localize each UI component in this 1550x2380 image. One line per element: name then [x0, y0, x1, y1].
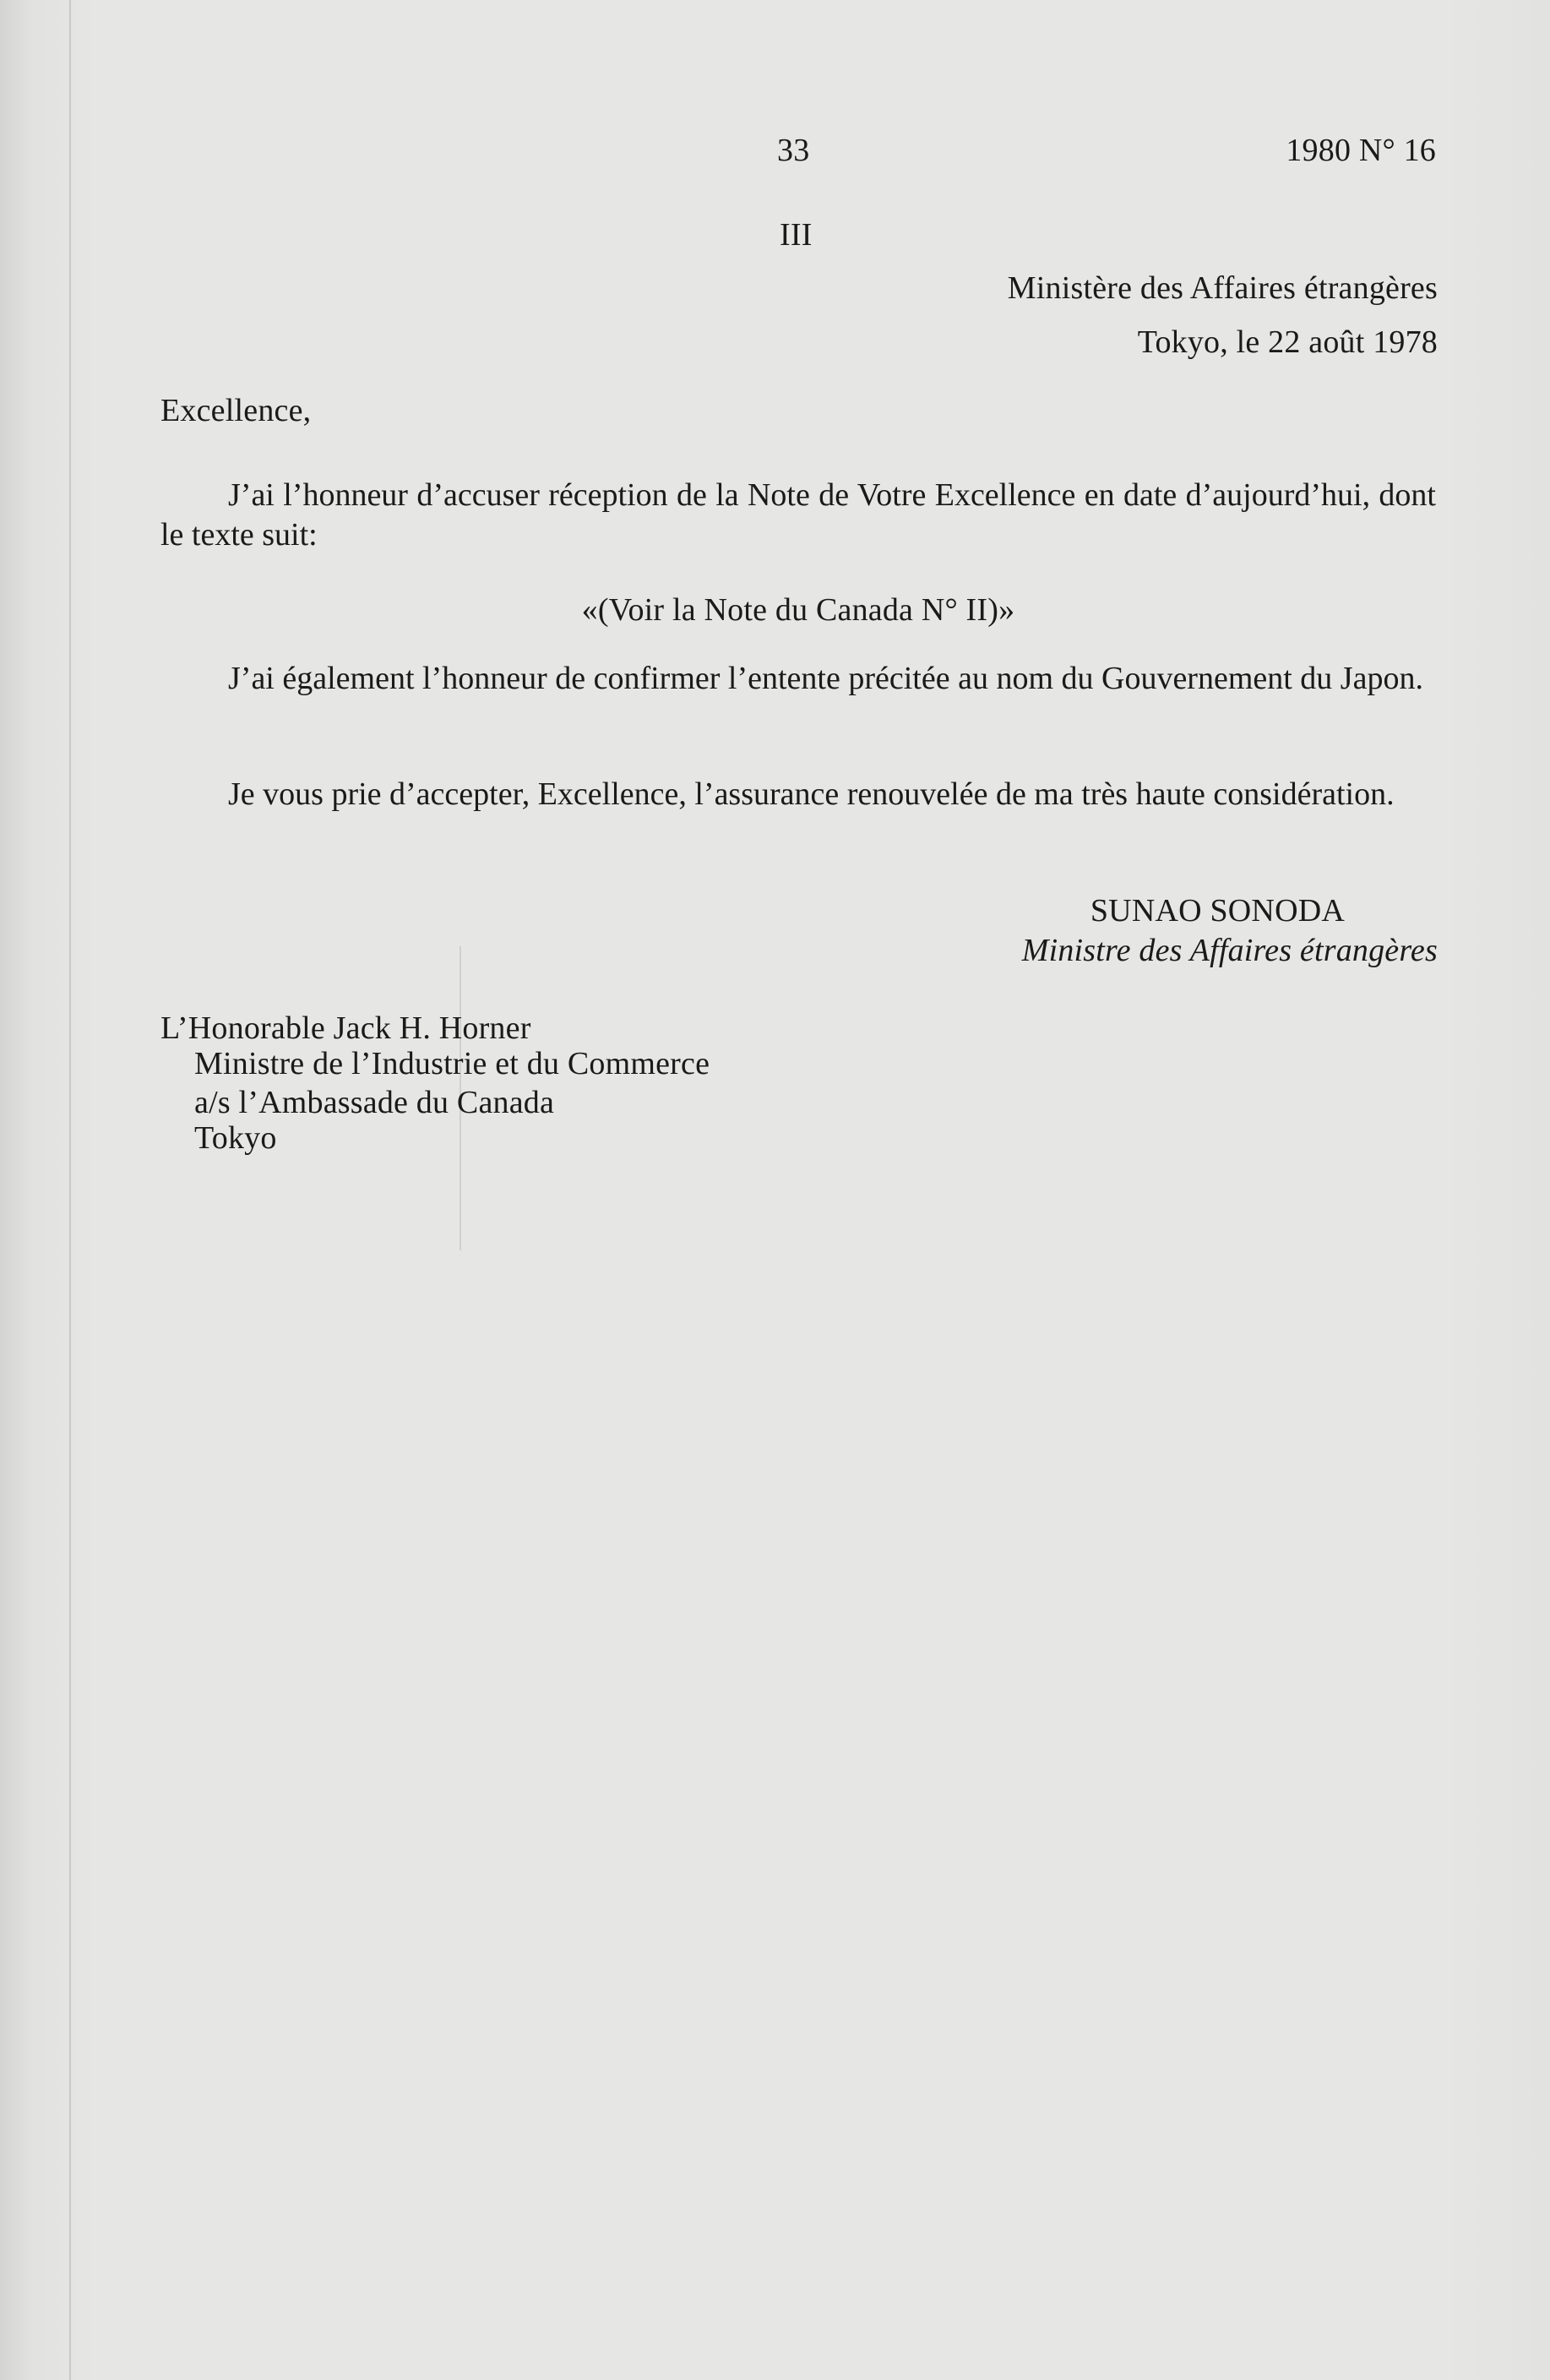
section-heading: III	[780, 217, 813, 253]
sender-ministry: Ministère des Affaires étrangères	[1007, 270, 1438, 306]
quoted-note-reference: «(Voir la Note du Canada N° II)»	[581, 592, 1015, 628]
paragraph-confirmation: J’ai également l’honneur de confirmer l’entente précitée au nom du Gouvernement du Japon.	[228, 661, 1423, 696]
addressee-city: Tokyo	[194, 1120, 277, 1156]
addressee-title: Ministre de l’Industrie et du Commerce	[194, 1046, 710, 1081]
year-number: 1980 N° 16	[1286, 133, 1436, 168]
paragraph-acknowledgement: J’ai l’honneur d’accuser réception de la Note de Votre Excellence en date d’aujourd’hui, dont le texte suit:	[160, 477, 1436, 553]
signature-title: Ministre des Affaires étrangères	[1021, 933, 1438, 968]
place-date: Tokyo, le 22 août 1978	[1137, 324, 1438, 360]
page-number: 33	[777, 133, 810, 168]
binding-edge	[69, 0, 71, 2380]
salutation: Excellence,	[160, 393, 312, 428]
addressee-name: L’Honorable Jack H. Horner	[160, 1010, 531, 1046]
signature-name: SUNAO SONODA	[1090, 893, 1345, 929]
paragraph-closing: Je vous prie d’accepter, Excellence, l’assurance renouvelée de ma très haute considération.	[228, 776, 1395, 812]
addressee-care-of: a/s l’Ambassade du Canada	[194, 1085, 555, 1120]
